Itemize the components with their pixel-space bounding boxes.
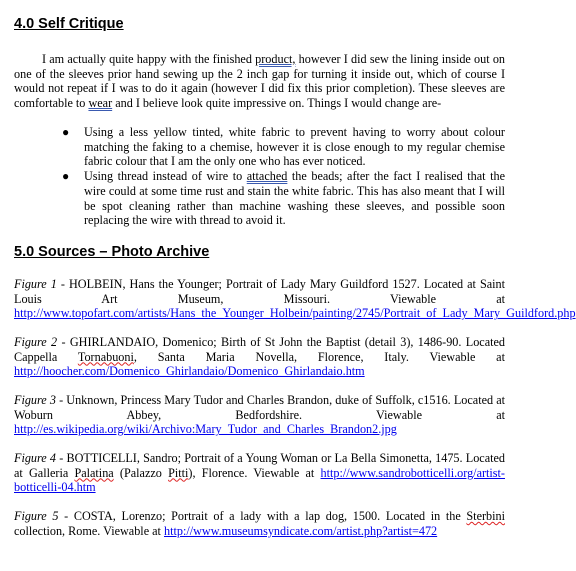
source-text: - Unknown, Princess Mary Tudor and Charles Brandon, duke of Suffolk, c1516. Located at Woburn Abbey, Bedfordshire. Viewable at [14,393,506,422]
figure-label: Figure 2 [14,335,58,349]
spelling-flag: Palatina [74,465,114,480]
source-link-1[interactable]: http://www.topofart.com/artists/Hans_the_Younger_Holbein/painting/2745/Portrait_of_Lady_Mary_Guildford.php [14,306,576,321]
source-link-4[interactable]: http://www.sandrobotticelli.org/artist-botticelli-04.htm [14,465,505,495]
source-entry-2 [14,335,505,379]
list-item [14,125,505,169]
section-heading-sources: 5.0 Sources – Photo Archive [14,244,210,260]
source-entry-1 [14,277,576,321]
source-text: - HOLBEIN, Hans the Younger; Portrait of Lady Mary Guildford 1527. Located at Saint Louis Art Museum, Missouri. Viewable at [14,277,505,306]
changes-list [14,125,505,228]
source-text: , Santa Maria Novella, Florence, Italy. Viewable at [133,349,505,364]
figure-label: Figure 3 [14,393,56,407]
spelling-flag: Sterbini [466,509,505,523]
source-text: - GHIRLANDAIO, Domenico; Birth of St John the Baptist (detail 3), 1486-90. Located Cappella [14,335,505,364]
bullet-icon: ● [62,169,70,184]
source-link-2[interactable]: http://hoocher.com/Domenico_Ghirlandaio/Domenico_Ghirlandaio.htm [14,364,365,379]
source-entry-4 [14,451,505,495]
source-link-5[interactable]: http://www.museumsyndicate.com/artist.php?artist=472 [164,523,438,538]
figure-label: Figure 4 [14,451,57,465]
source-entry-3 [14,393,505,437]
spelling-flag: Pitti [168,465,189,480]
grammar-flag-product: product, [255,52,296,66]
grammar-flag-attached: attached [246,169,288,184]
bullet-text-1: Using a less yellow tinted, white fabric to prevent having to worry about colour matching the faking to a chemise, however it is close enough to my regular chemise fabric colour that I am the only one who has ever noticed. [84,125,505,169]
bullet-icon: ● [62,125,70,139]
source-text: (Palazzo [113,465,169,480]
source-text: - COSTA, Lorenzo; Portrait of a lady with a lap dog, 1500. Located in the [58,509,467,523]
list-item [14,169,505,228]
intro-text-c: and I believe look quite impressive on. Things I would change are- [112,96,442,111]
intro-text-a: I am actually quite happy with the finished [42,52,256,66]
self-critique-paragraph [14,52,505,111]
section-heading-self-critique: 4.0 Self Critique [14,16,124,32]
figure-label: Figure 1 [14,277,57,291]
figure-label: Figure 5 [14,509,59,523]
bullet-text-2a: Using thread instead of wire to [84,169,247,184]
source-text: - BOTTICELLI, Sandro; Portrait of a Young Woman or La Bella Simonetta, 1475. Located at Galleria [14,451,505,480]
spelling-flag: Tornabuoni [77,349,134,364]
intro-text-b: however I did sew the lining inside out on one of the sleeves prior hand sewing up the 2 inch gap for turning it inside out, which of course I would not repeat if I was to do it again (however I did fix this prior completion). These sleeves are comfortable to [14,52,506,111]
source-text: ), Florence. Viewable at [188,465,321,480]
source-text: collection, Rome. Viewable at [14,523,164,538]
source-entry-5 [14,509,505,538]
grammar-flag-wear: wear [88,96,113,111]
bullet-text-2b: the beads; after the fact I realised that the wire could at some time rust and stain the white fabric. This has also meant that I will be spot cleaning rather than machine washing these sleeves, and possible soon replacing the wire with thread to avoid it. [84,169,505,228]
source-link-3[interactable]: http://es.wikipedia.org/wiki/Archivo:Mary_Tudor_and_Charles_Brandon2.jpg [14,422,397,437]
